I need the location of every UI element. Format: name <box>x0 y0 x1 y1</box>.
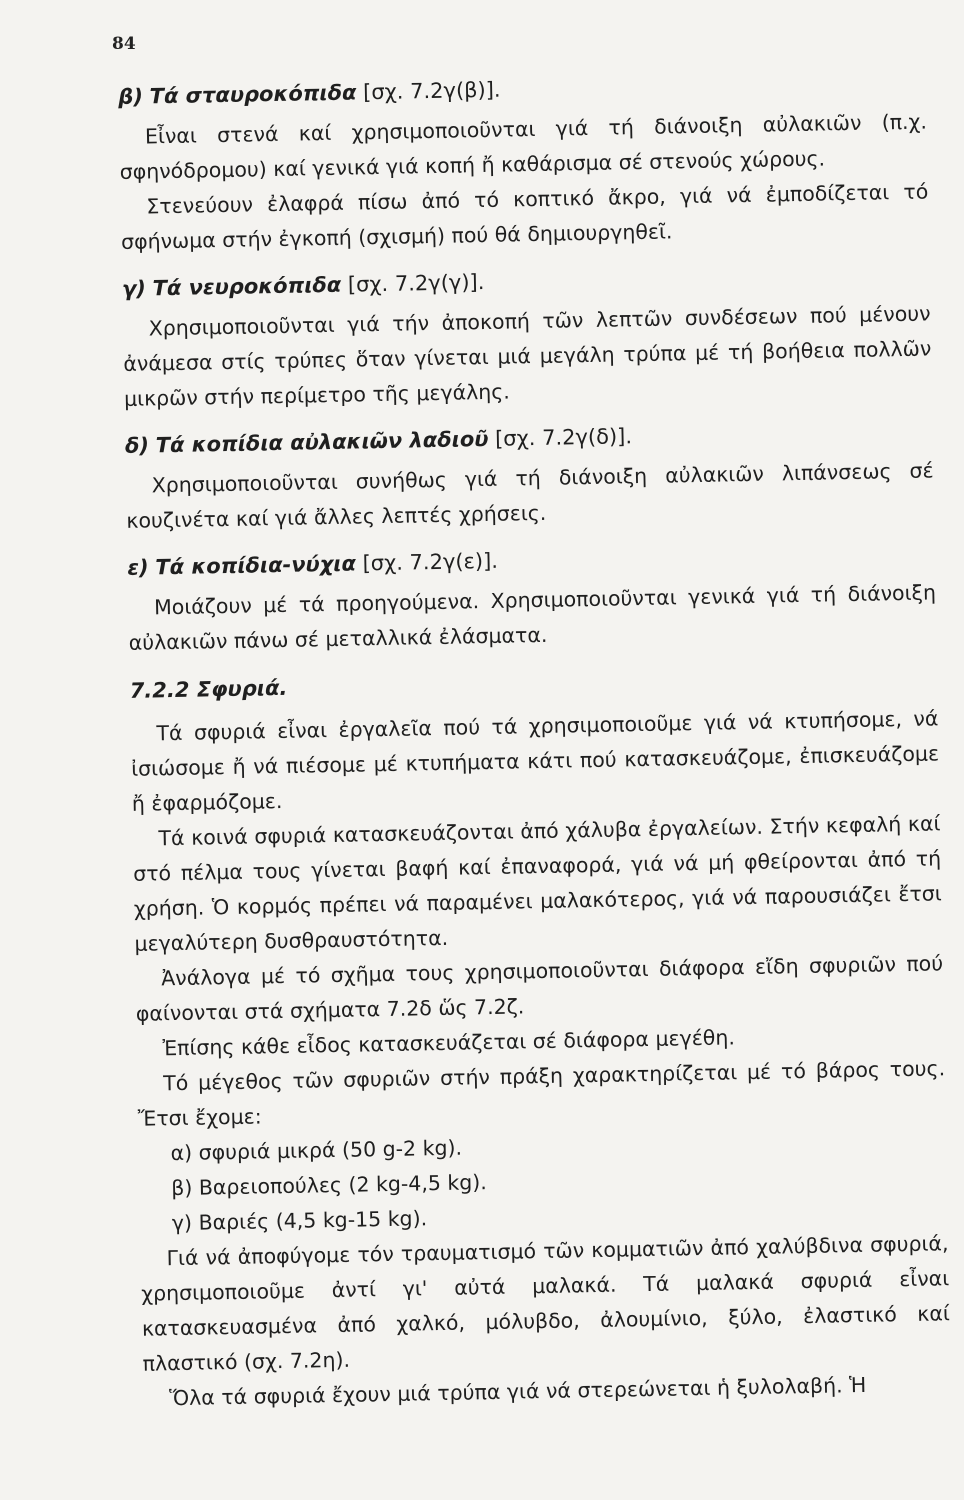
section-gamma <box>122 258 933 416</box>
section-marker: β) <box>118 84 144 109</box>
list-item: α) σφυριά μικρά (50 g-2 kg). <box>170 1135 463 1166</box>
section-title: Τά κοπίδια-νύχια <box>155 551 357 580</box>
section-heading <box>122 258 930 304</box>
section-marker: ε) <box>127 555 149 580</box>
section-heading <box>118 66 926 112</box>
paragraph: Τό μέγεθος τῶν σφυριῶν στήν πράξη χαρακτηρίζεται μέ τό βάρος τους. Ἔτσι ἔχομε: <box>137 1056 946 1131</box>
list-item: γ) Βαριές (4,5 kg-15 kg). <box>171 1206 428 1236</box>
section-marker: δ) <box>124 433 150 458</box>
hammer-size-list <box>138 1121 948 1241</box>
paragraph: Χρησιμοποιοῦνται γιά τήν ἀποκοπή τῶν λεπτῶν συνδέσεων πού μένουν ἀνάμεσα στίς τρύπες ὅταν γίνεται μιά μεγάλη τρύπα μέ τή βοήθεια πολλῶν μικρῶν στήν περίμετρο τῆς μεγάλης. <box>123 301 932 411</box>
page-content <box>118 66 951 1416</box>
paragraph: Ἀνάλογα μέ τό σχῆμα τους χρησιμοποιοῦνται διάφορα εἴδη σφυριῶν πού φαίνονται στά σχήματα 7.2δ ὥς 7.2ζ. <box>135 951 944 1026</box>
section-title: Τά νευροκόπιδα <box>152 272 342 301</box>
figure-reference: [σχ. 7.2γ(δ)]. <box>494 424 633 451</box>
figure-reference: [σχ. 7.2γ(γ)]. <box>347 270 485 297</box>
paragraph: Ὅλα τά σφυριά ἔχουν μιά τρύπα γιά νά στερεώνεται ἡ ξυλολαβή. Ἡ <box>169 1372 867 1411</box>
list-item: β) Βαρειοπούλες (2 kg-4,5 kg). <box>171 1170 488 1201</box>
section-marker: γ) <box>121 276 147 301</box>
paragraph: Ἐπίσης κάθε εἶδος κατασκευάζεται σέ διάφορα μεγέθη. <box>162 1025 736 1061</box>
section-heading-hammers: 7.2.2 Σφυριά. <box>129 675 288 703</box>
section-delta <box>125 415 935 538</box>
paragraph: Στενεύουν ἐλαφρά πίσω ἀπό τό κοπτικό ἄκρο, γιά νά ἐμποδίζεται τό σφήνωμα στήν ἐγκοπή (σχισμή) πού θά δημιουργηθεῖ. <box>120 179 929 254</box>
paragraph: Τά σφυριά εἶναι ἐργαλεῖα πού τά χρησιμοποιοῦμε γιά νά κτυπήσομε, νά ἰσιώσομε ἤ νά πιέσομε μέ κτυπήματα κάτι πού κατασκευάζομε, ἐπισκευάζομε ἤ ἐφαρμόζομε. <box>130 706 940 816</box>
section-hammers <box>129 659 951 1416</box>
section-epsilon <box>127 537 937 660</box>
paragraph: Χρησιμοποιοῦνται συνήθως γιά τή διάνοιξη αὐλακιῶν λιπάνσεως σέ κουζινέτα καί γιά ἄλλες λεπτές χρήσεις. <box>126 458 934 533</box>
section-heading <box>125 415 933 461</box>
section-title: Τά κοπίδια αὐλακιῶν λαδιοῦ <box>155 426 489 458</box>
paragraph: Τά κοινά σφυριά κατασκευάζονται ἀπό χάλυβα ἐργαλείων. Στήν κεφαλή καί στό πέλμα τους γίνεται βαφή καί ἐπαναφορά, γιά νά μή φθείρονται ἀπό τή χρήση. Ὁ κορμός πρέπει νά παραμένει μαλακότερος, γιά νά παρουσιάζει ἔτσι μεγαλύτερη δυσθραυστότητα. <box>132 811 942 956</box>
figure-reference: [σχ. 7.2γ(ε)]. <box>362 548 499 576</box>
section-heading <box>127 537 935 583</box>
figure-reference: [σχ. 7.2γ(β)]. <box>362 77 501 105</box>
paragraph: Γιά νά ἀποφύγομε τόν τραυματισμό τῶν κομματιῶν ἀπό χαλύβδινα σφυριά, χρησιμοποιοῦμε ἀντί γι' αὐτά μαλακά. Τά μαλακά σφυριά εἶναι κατασκευασμένα ἀπό χαλκό, μόλυβδο, ἀλουμίνιο, ξύλο, ἐλαστικό καί πλαστικό (σχ. 7.2η). <box>141 1231 951 1376</box>
section-title: Τά σταυροκόπιδα <box>149 80 357 109</box>
section-beta <box>118 66 929 259</box>
paragraph: Μοιάζουν μέ τά προηγούμενα. Χρησιμοποιοῦνται γενικά γιά τή διάνοιξη αὐλακιῶν πάνω σέ μεταλλικά ἐλάσματα. <box>128 580 937 655</box>
paragraph: Εἶναι στενά καί χρησιμοποιοῦνται γιά τή διάνοιξη αὐλακιῶν (π.χ. σφηνόδρομου) καί γενικά γιά κοπή ἤ καθάρισμα σέ στενούς χώρους. <box>119 109 928 184</box>
page-number: 84 <box>112 34 136 54</box>
